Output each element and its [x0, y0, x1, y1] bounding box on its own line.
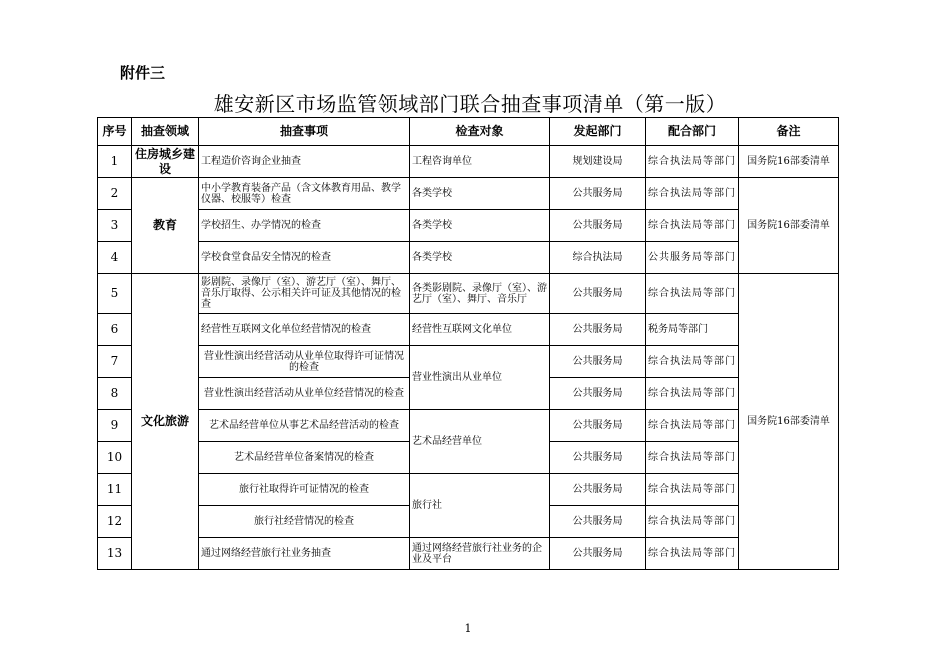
field-culture: 文化旅游 [132, 274, 199, 570]
row-initiator: 综合执法局 [550, 242, 646, 274]
row-item: 学校招生、办学情况的检查 [199, 210, 410, 242]
header-initiator: 发起部门 [550, 118, 646, 146]
table-row [98, 410, 839, 442]
header-note: 备注 [739, 118, 839, 146]
page-number: 1 [464, 622, 472, 635]
row-cooperator: 综合执法局等部门 [646, 538, 739, 570]
note-housing: 国务院16部委清单 [739, 146, 839, 178]
row-initiator: 公共服务局 [550, 178, 646, 210]
table-row [98, 242, 839, 274]
row-item: 营业性演出经营活动从业单位取得许可证情况的检查 [199, 346, 410, 378]
row-item: 中小学教育装备产品（含文体教育用品、教学仪器、校服等）检查 [199, 178, 410, 210]
row-item: 艺术品经营单位备案情况的检查 [199, 442, 410, 474]
row-cooperator: 综合执法局等部门 [646, 146, 739, 178]
table-row [98, 538, 839, 570]
row-initiator: 公共服务局 [550, 442, 646, 474]
row-item: 艺术品经营单位从事艺术品经营活动的检查 [199, 410, 410, 442]
row-seq: 6 [98, 314, 132, 346]
row-cooperator: 综合执法局等部门 [646, 474, 739, 506]
row-initiator: 公共服务局 [550, 274, 646, 314]
note-culture: 国务院16部委清单 [739, 274, 839, 570]
row-item: 旅行社经营情况的检查 [199, 506, 410, 538]
row-seq: 10 [98, 442, 132, 474]
table-header-row [98, 118, 839, 146]
row-cooperator: 综合执法局等部门 [646, 442, 739, 474]
row-cooperator: 综合执法局等部门 [646, 178, 739, 210]
row-seq: 12 [98, 506, 132, 538]
row-object: 各类学校 [410, 210, 550, 242]
row-seq: 2 [98, 178, 132, 210]
row-seq: 5 [98, 274, 132, 314]
row-object: 各类影剧院、录像厅（室）、游艺厅（室）、舞厅、音乐厅 [410, 274, 550, 314]
table-row [98, 210, 839, 242]
header-object: 检查对象 [410, 118, 550, 146]
row-object: 各类学校 [410, 242, 550, 274]
row-cooperator: 综合执法局等部门 [646, 506, 739, 538]
row-cooperator: 综合执法局等部门 [646, 346, 739, 378]
row-item: 经营性互联网文化单位经营情况的检查 [199, 314, 410, 346]
row-seq: 4 [98, 242, 132, 274]
object-performance: 营业性演出从业单位 [410, 346, 550, 410]
table-row [98, 474, 839, 506]
object-art: 艺术品经营单位 [410, 410, 550, 474]
row-initiator: 规划建设局 [550, 146, 646, 178]
row-seq: 9 [98, 410, 132, 442]
row-seq: 13 [98, 538, 132, 570]
row-seq: 1 [98, 146, 132, 178]
row-cooperator: 综合执法局等部门 [646, 410, 739, 442]
row-item: 通过网络经营旅行社业务抽查 [199, 538, 410, 570]
row-initiator: 公共服务局 [550, 538, 646, 570]
header-seq: 序号 [98, 118, 132, 146]
row-item: 工程造价咨询企业抽查 [199, 146, 410, 178]
row-object: 各类学校 [410, 178, 550, 210]
row-cooperator: 税务局等部门 [646, 314, 739, 346]
field-education: 教育 [132, 178, 199, 274]
attachment-label: 附件三 [120, 64, 166, 82]
row-object: 经营性互联网文化单位 [410, 314, 550, 346]
table-row [98, 346, 839, 378]
row-initiator: 公共服务局 [550, 378, 646, 410]
row-seq: 7 [98, 346, 132, 378]
row-cooperator: 综合执法局等部门 [646, 378, 739, 410]
row-initiator: 公共服务局 [550, 346, 646, 378]
row-initiator: 公共服务局 [550, 314, 646, 346]
row-item: 营业性演出经营活动从业单位经营情况的检查 [199, 378, 410, 410]
header-item: 抽查事项 [199, 118, 410, 146]
row-item: 旅行社取得许可证情况的检查 [199, 474, 410, 506]
inspection-table [97, 117, 839, 570]
note-education: 国务院16部委清单 [739, 178, 839, 274]
table-row [98, 178, 839, 210]
row-cooperator: 公共服务局等部门 [646, 242, 739, 274]
row-object: 通过网络经营旅行社业务的企业及平台 [410, 538, 550, 570]
row-item: 学校食堂食品安全情况的检查 [199, 242, 410, 274]
row-initiator: 公共服务局 [550, 210, 646, 242]
table-row [98, 274, 839, 314]
row-cooperator: 综合执法局等部门 [646, 210, 739, 242]
row-initiator: 公共服务局 [550, 506, 646, 538]
header-field: 抽查领域 [132, 118, 199, 146]
row-initiator: 公共服务局 [550, 410, 646, 442]
page-title: 雄安新区市场监管领域部门联合抽查事项清单（第一版） [213, 92, 727, 116]
row-seq: 8 [98, 378, 132, 410]
object-travel: 旅行社 [410, 474, 550, 538]
row-seq: 3 [98, 210, 132, 242]
field-housing: 住房城乡建设 [132, 146, 199, 178]
table-row [98, 146, 839, 178]
header-cooperator: 配合部门 [646, 118, 739, 146]
row-initiator: 公共服务局 [550, 474, 646, 506]
row-object: 工程咨询单位 [410, 146, 550, 178]
row-item: 影剧院、录像厅（室）、游艺厅（室）、舞厅、音乐厅取得、公示相关许可证及其他情况的检查 [199, 274, 410, 314]
table-row [98, 314, 839, 346]
row-seq: 11 [98, 474, 132, 506]
row-cooperator: 综合执法局等部门 [646, 274, 739, 314]
